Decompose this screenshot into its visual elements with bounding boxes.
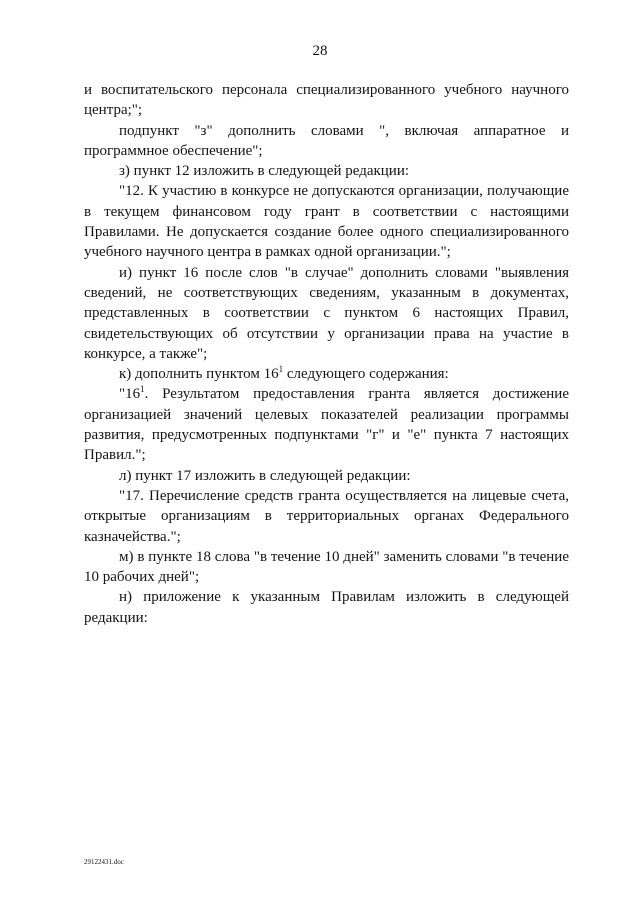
superscript: 1 bbox=[278, 364, 284, 375]
paragraph: и воспитательского персонала специализированного учебного научного центра;"; bbox=[84, 82, 569, 119]
paragraph: и) пункт 16 после слов "в случае" дополнить словами "выявления сведений, не соответствующих сведениям, указанным в документах, представленных в соответствии с пунктом 6 настоящих Правил, свидетельствующих об отсутствии у организации права на участие в конкурсе, а также"; bbox=[84, 264, 569, 362]
paragraph: "$16^1$. Результатом предоставления гранта является достижение организацией значений целевых показателей реализации программы развития, предусмотренных подпунктами "г" и "е" пункта 7 настоящих Правил."; bbox=[84, 384, 569, 464]
superscript: 1 bbox=[140, 384, 145, 395]
paragraph: л) пункт 17 изложить в следующей редакции: bbox=[119, 467, 411, 484]
paragraph: "17. Перечисление средств гранта осуществляется на лицевые счета, открытые организациям в территориальных органах Федерального казначейства."; bbox=[84, 487, 569, 545]
paragraph: "12. К участию в конкурсе не допускаются организации, получающие в текущем финансовом году грант в соответствии с настоящими Правилами. Не допускается создание более одного специализированного учебного научного центра в рамках одной организации."; bbox=[84, 183, 569, 261]
paragraph: к) дополнить пунктом $16^1$ следующего содержания: bbox=[119, 364, 449, 383]
footer-filename: 29122431.doc bbox=[84, 858, 124, 866]
document-body bbox=[84, 80, 569, 628]
paragraph: м) в пункте 18 слова "в течение 10 дней" заменить словами "в течение 10 рабочих дней"; bbox=[84, 548, 569, 586]
paragraph: н) приложение к указанным Правилам изложить в следующей редакции: bbox=[84, 589, 569, 626]
paragraph: з) пункт 12 изложить в следующей редакции: bbox=[119, 163, 410, 180]
page-number: 28 bbox=[312, 43, 328, 59]
paragraph: подпункт "з" дополнить словами ", включая аппаратное и программное обеспечение"; bbox=[84, 122, 569, 159]
